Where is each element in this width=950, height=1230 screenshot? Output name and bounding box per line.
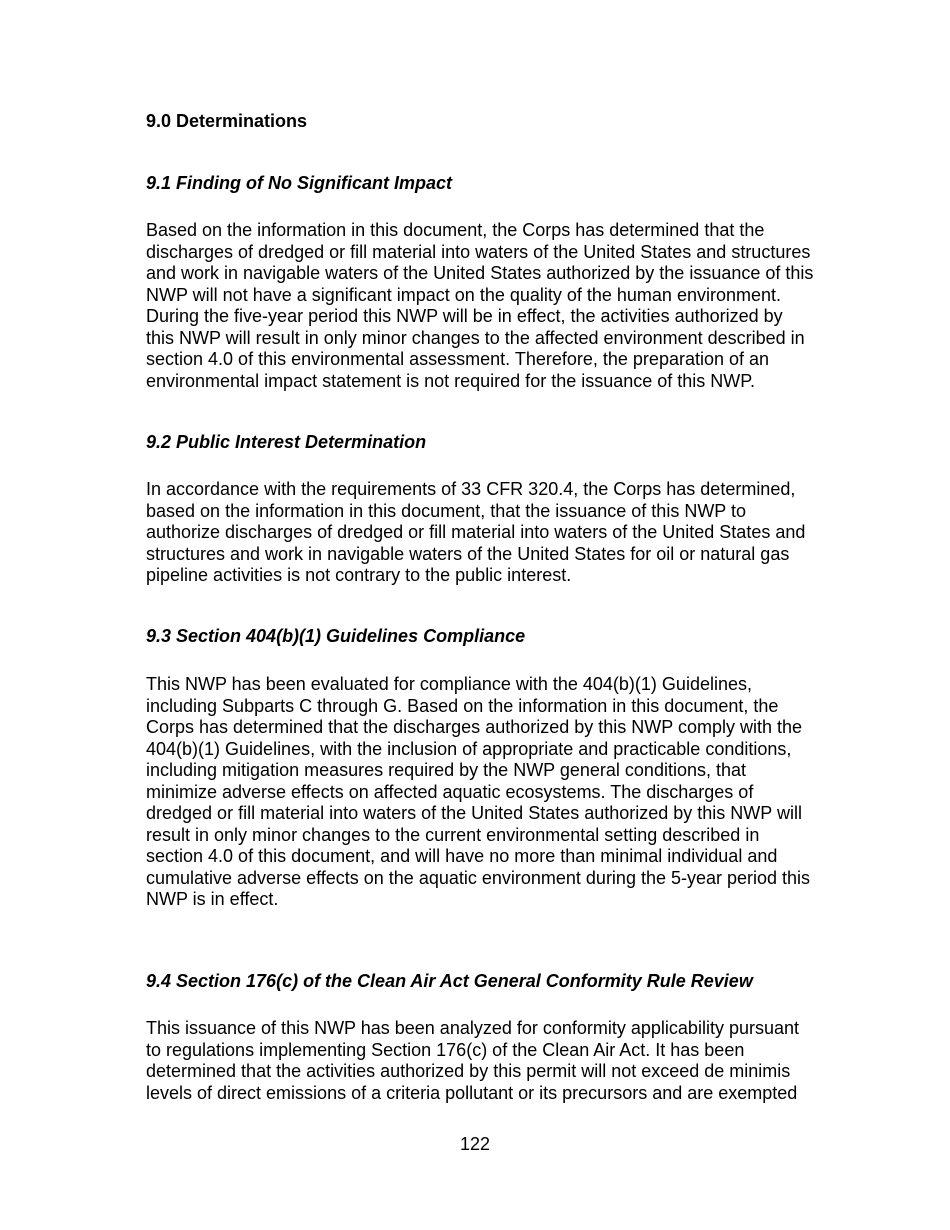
paragraph-line: cumulative adverse effects on the aquatic environment during the 5-year period this (146, 867, 811, 888)
paragraph-line: based on the information in this document, that the issuance of this NWP to (146, 500, 747, 521)
paragraph-line: discharges of dredged or fill material into waters of the United States and structures (146, 241, 811, 262)
paragraph-line: This NWP has been evaluated for compliance with the 404(b)(1) Guidelines, (146, 674, 752, 694)
paragraph-line: minimize adverse effects on affected aquatic ecosystems. The discharges of (146, 781, 754, 802)
paragraph-line: NWP is in effect. (146, 889, 279, 909)
section-heading-9-1: 9.1 Finding of No Significant Impact (146, 173, 453, 193)
paragraph-line: NWP will not have a significant impact on the quality of the human environment. (146, 284, 782, 305)
paragraph-9-3 (146, 674, 846, 911)
paragraph-line: dredged or fill material into waters of the United States authorized by this NWP will (146, 803, 802, 823)
section-heading-9-4: 9.4 Section 176(c) of the Clean Air Act General Conformity Rule Review (146, 971, 753, 991)
page-number: 122 (459, 1134, 491, 1154)
section-heading-9-2: 9.2 Public Interest Determination (146, 432, 427, 452)
paragraph-line: result in only minor changes to the current environmental setting described in (146, 824, 760, 845)
paragraph-line: to regulations implementing Section 176(c) of the Clean Air Act. It has been (146, 1039, 745, 1060)
paragraph-line: This issuance of this NWP has been analyzed for conformity applicability pursuant (146, 1018, 799, 1038)
section-heading-9-3: 9.3 Section 404(b)(1) Guidelines Compliance (146, 626, 526, 646)
paragraph-line: pipeline activities is not contrary to the public interest. (146, 565, 572, 585)
paragraph-line: In accordance with the requirements of 33 CFR 320.4, the Corps has determined, (146, 479, 796, 499)
paragraph-line: environmental impact statement is not required for the issuance of this NWP. (146, 370, 755, 391)
paragraph-9-4 (146, 1018, 846, 1104)
paragraph-line: During the five-year period this NWP will be in effect, the activities authorized by (146, 306, 783, 326)
paragraph-line: and work in navigable waters of the United States authorized by the issuance of this (146, 263, 814, 283)
paragraph-9-1 (146, 220, 846, 392)
paragraph-line: including mitigation measures required by the NWP general conditions, that (146, 760, 746, 780)
paragraph-line: levels of direct emissions of a criteria pollutant or its precursors and are exempted (146, 1082, 798, 1103)
paragraph-line: structures and work in navigable waters of the United States for oil or natural gas (146, 543, 790, 564)
section-heading-9-0: 9.0 Determinations (146, 111, 308, 131)
paragraph-line: section 4.0 of this environmental assessment. Therefore, the preparation of an (146, 349, 770, 369)
paragraph-line: including Subparts C through G. Based on the information in this document, the (146, 695, 779, 716)
paragraph-line: Corps has determined that the discharges authorized by this NWP comply with the (146, 717, 802, 737)
paragraph-9-2 (146, 479, 846, 587)
paragraph-line: section 4.0 of this document, and will have no more than minimal individual and (146, 846, 778, 866)
paragraph-line: determined that the activities authorized by this permit will not exceed de minimis (146, 1061, 791, 1081)
paragraph-line: this NWP will result in only minor changes to the affected environment described in (146, 327, 805, 348)
paragraph-line: 404(b)(1) Guidelines, with the inclusion of appropriate and practicable conditions, (146, 738, 792, 759)
paragraph-line: Based on the information in this document, the Corps has determined that the (146, 220, 765, 240)
paragraph-line: authorize discharges of dredged or fill material into waters of the United States and (146, 522, 806, 542)
